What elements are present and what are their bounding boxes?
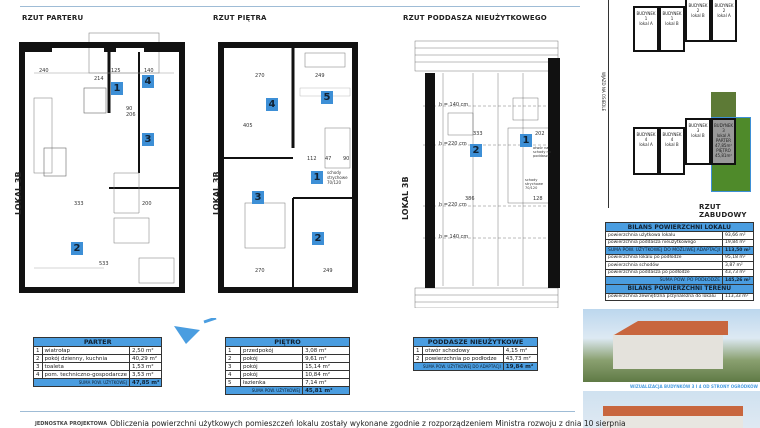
- table-row: 2 powierzchnia po podłodze 43,73 m²: [414, 355, 538, 363]
- room-number: 4: [266, 98, 278, 111]
- table-title: PODDASZE NIEUŻYTKOWE: [414, 338, 538, 347]
- site-building: BUDYNEK 2 lokal A: [711, 0, 737, 42]
- poddasze-title: RZUT PODDASZA NIEUŻYTKOWEGO: [403, 14, 547, 22]
- room-number: 3: [142, 133, 154, 146]
- pietro-walls: [215, 28, 365, 303]
- table-row: powierzchnia poddasza nieużytkowego 19,84 m²: [606, 239, 754, 247]
- dimension: 533: [99, 261, 109, 267]
- site-building-highlighted: BUDYNEK 3 lokal A PARTER 47,85m² PIĘTRO 45,81m²: [711, 118, 736, 165]
- dimension: 405: [243, 123, 253, 129]
- table-row: 2 pokój dzienny, kuchnia 40,29 m²: [34, 355, 162, 363]
- dimension: 249: [323, 268, 333, 274]
- dimension: 249: [315, 73, 325, 79]
- table-row: 3 pokój 15,14 m²: [226, 363, 350, 371]
- dimension: 270: [255, 73, 265, 79]
- parter-title: RZUT PARTERU: [22, 14, 84, 22]
- dimension: 112: [307, 156, 317, 162]
- table-row: 2 pokój 9,61 m²: [226, 355, 350, 363]
- dimension: 240: [39, 68, 49, 74]
- entry-label: WJAZD NA OSIEDLE: [601, 72, 606, 112]
- dimension: 90: [126, 106, 133, 112]
- poddasze-floor-plan: [403, 28, 568, 308]
- table-row: powierzchnia użytkowa lokalu 93,66 m²: [606, 232, 754, 240]
- room-number: 1: [111, 82, 123, 95]
- table-row: 1 przedpokój 3,08 m²: [226, 347, 350, 355]
- site-plan: [600, 0, 760, 219]
- site-building: BUDYNEK 1 lokal B: [659, 6, 685, 52]
- pietro-title: RZUT PIĘTRA: [213, 14, 267, 22]
- room-number: 2: [71, 242, 83, 255]
- dimension: h =220 cm: [439, 202, 467, 208]
- bilans-table: BILANS POWIERZCHNI LOKALU powierzchnia użytkowa lokalu 93,66 m² powierzchnia poddasza nieużytkowego 19,84 m² SUMA POW. UŻYTKOWEJ DO MOŻLIWEJ ADAPTACJI 113,50 m² powierzchnia lokalu po podłodze 95,18 m² powierzchnia schodów 3,87 m² powierzchnia poddasza po podłodze 43,73 m² SUMA POW. PO PODŁODZE 145,26 m² BILANS POWIERZCHNI TERENU powierzchnia zewnętrzna przynależna do lokalu 113,33 m²: [605, 222, 754, 301]
- table-row: powierzchnia poddasza po podłodze 43,73 m²: [606, 269, 754, 277]
- table-row: powierzchnia schodów 3,87 m²: [606, 262, 754, 270]
- dimension: schody strychowe 70/120: [525, 178, 544, 190]
- table-row: 4 pom. techniczno-gospodarcze 3,53 m²: [34, 371, 162, 379]
- site-plan-title: RZUT ZABUDOWY: [699, 203, 747, 219]
- dimension: h = 140 cm: [439, 234, 469, 240]
- dimension: 47: [325, 156, 332, 162]
- dimension: 386: [465, 196, 475, 202]
- poddasze-walls: [403, 28, 568, 308]
- pietro-table: [225, 337, 350, 395]
- table-row: 3 toaleta 1,53 m²: [34, 363, 162, 371]
- dimension: 333: [74, 201, 84, 207]
- dimension: otwór na schody na poddasze: [533, 146, 551, 158]
- table-row: 5 łazienka 7,14 m²: [226, 379, 350, 387]
- lokal-label: LOKAL 3B: [14, 171, 23, 215]
- room-number: 5: [321, 91, 333, 104]
- footer-note: Obliczenia powierzchni użytkowych pomieszczeń lokalu zostały wykonane zgodnie z rozporządzeniem Ministra rozwoju z dnia 10 sierpnia: [110, 419, 626, 428]
- pietro-floor-plan: [215, 28, 365, 303]
- lokal-label: LOKAL 3B: [401, 176, 410, 220]
- dimension: 90: [343, 156, 350, 162]
- table-row: 4 pokój 10,84 m²: [226, 371, 350, 379]
- visualization-image: [583, 309, 760, 382]
- design-unit-label: JEDNOSTKA PROJEKTOWA: [35, 421, 108, 427]
- north-arrow-icon: [172, 318, 222, 348]
- dimension: h =220 cm: [439, 141, 467, 147]
- sum-row: SUMA POW. UŻYTKOWEJ 45,81 m²: [226, 387, 350, 395]
- dimension: 270: [255, 268, 265, 274]
- table-title: PIĘTRO: [226, 338, 350, 347]
- sum-row: SUMA POW. UŻYTKOWEJ DO ADAPTACJI 19,84 m²: [414, 363, 538, 371]
- dimension: h = 140 cm: [439, 102, 469, 108]
- table-title: PARTER: [34, 338, 162, 347]
- sum-row: SUMA POW. UŻYTKOWEJ DO MOŻLIWEJ ADAPTACJI 113,50 m²: [606, 247, 754, 255]
- site-building: BUDYNEK 1 lokal A: [633, 6, 659, 52]
- room-number: 2: [312, 232, 324, 245]
- sum-row: SUMA POW. UŻYTKOWEJ 47,85 m²: [34, 379, 162, 387]
- dimension: 214: [94, 76, 104, 82]
- room-number: 1: [520, 134, 532, 147]
- dimension: 128: [533, 196, 543, 202]
- room-number: 4: [142, 75, 154, 88]
- top-divider: [20, 6, 580, 7]
- table-row: powierzchnia lokalu po podłodze 95,18 m²: [606, 254, 754, 262]
- site-building: BUDYNEK 2 lokal B: [685, 0, 711, 42]
- room-number: 3: [252, 191, 264, 204]
- parter-table: [33, 337, 162, 387]
- dimension: schody strychowe 70/120: [327, 170, 348, 185]
- table-row: 1 otwór schodowy 4,15 m²: [414, 347, 538, 355]
- parter-floor-plan: [14, 28, 194, 303]
- sum-row: SUMA POW. PO PODŁODZE 145,26 m²: [606, 277, 754, 285]
- dimension: 140: [144, 68, 154, 74]
- dimension: 333: [473, 131, 483, 137]
- table-row: powierzchnia zewnętrzna przynależna do lokalu 113,33 m²: [606, 293, 754, 301]
- room-number: 2: [470, 144, 482, 157]
- dimension: 125: [111, 68, 121, 74]
- table-row: 1 wiatrołap 2,50 m²: [34, 347, 162, 355]
- site-building: BUDYNEK 3 lokal B: [685, 118, 711, 165]
- site-building: BUDYNEK 4 lokal A: [633, 127, 659, 175]
- footer-divider: [20, 411, 575, 412]
- room-number: 1: [311, 171, 323, 184]
- visualization-caption: WIZUALIZACJA BUDYNKÓW 3 I 4 OD STRONY OGRÓDKÓW: [630, 384, 758, 389]
- dimension: 200: [142, 201, 152, 207]
- site-building: BUDYNEK 4 lokal B: [659, 127, 685, 175]
- lokal-label: LOKAL 3B: [212, 171, 221, 215]
- poddasze-table: [413, 337, 538, 371]
- dimension: 206: [126, 112, 136, 118]
- dimension: 202: [535, 131, 545, 137]
